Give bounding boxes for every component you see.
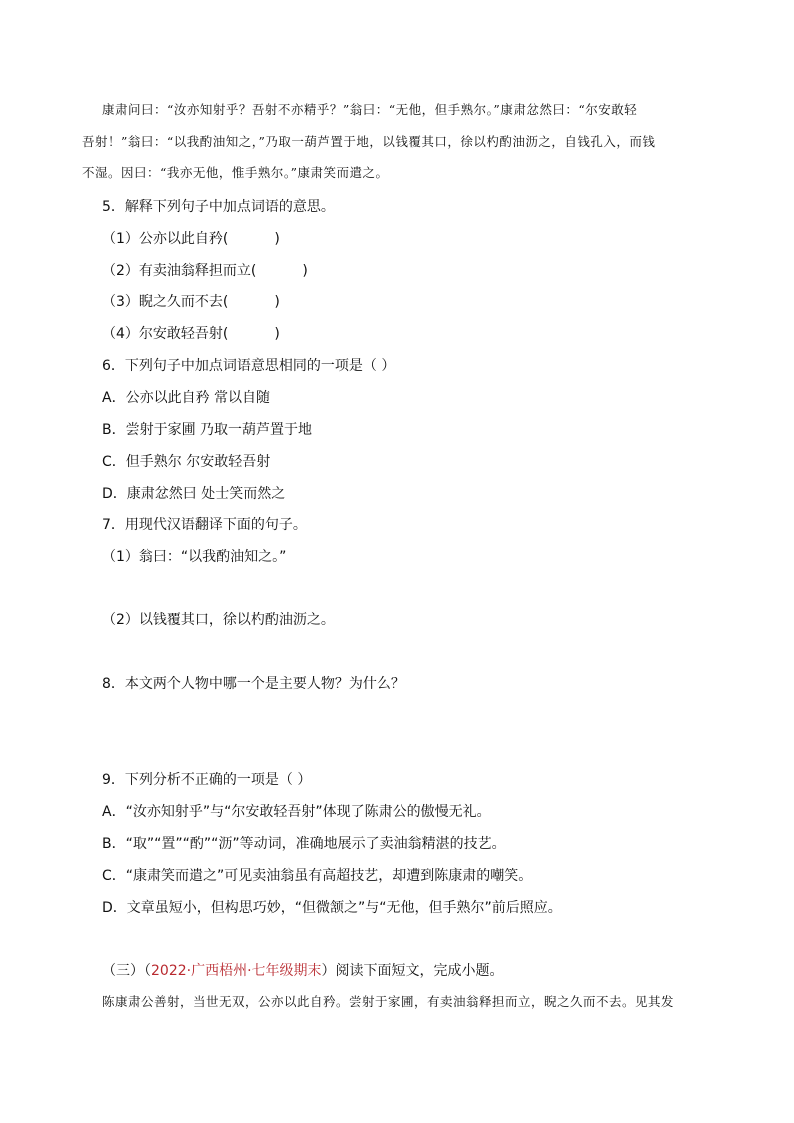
question-6-option-b[interactable]: B．尝射于家圃 乃取一葫芦置于地 [102, 422, 313, 438]
item-text: （4）尔安敢轻吾射( [102, 326, 229, 342]
question-9-option-b[interactable]: B．“取”“置”“酌”“沥”等动词，准确地展示了卖油翁精湛的技艺。 [102, 836, 506, 852]
item-text: （2）有卖油翁释担而立( [102, 263, 257, 279]
question-5-stem: 5．解释下列句子中加点词语的意思。 [102, 199, 335, 215]
passage-line: 康肃问曰：“汝亦知射乎？吾射不亦精乎？”翁曰：“无他，但手熟尔。”康肃忿然曰：“尔安敢轻 [102, 102, 638, 117]
question-9-option-c[interactable]: C．“康肃笑而遣之”可见卖油翁虽有高超技艺，却遭到陈康肃的嘲笑。 [102, 868, 533, 884]
question-7-item: （1）翁曰：“以我酌油知之。” [102, 549, 287, 565]
item-close: ) [302, 263, 308, 279]
item-close: ) [274, 326, 280, 342]
item-text: （3）睨之久而不去( [102, 294, 229, 310]
passage-line: 不湿。因曰：“我亦无他，惟手熟尔。”康肃笑而遣之。 [82, 165, 389, 180]
item-text: （1）公亦以此自矜( [102, 231, 229, 247]
question-5-item [102, 292, 280, 312]
question-6-stem: 6．下列句子中加点词语意思相同的一项是（ ） [102, 358, 396, 374]
section-3-passage-line: 陈康肃公善射，当世无双，公亦以此自矜。尝射于家圃，有卖油翁释担而立，睨之久而不去。见其发 [102, 994, 675, 1009]
question-6-option-d[interactable]: D．康肃忿然曰 处士笑而然之 [102, 486, 286, 502]
question-6-option-c[interactable]: C．但手熟尔 尔安敢轻吾射 [102, 454, 271, 470]
question-9-stem: 9．下列分析不正确的一项是（ ） [102, 772, 312, 788]
question-7-stem: 7．用现代汉语翻译下面的句子。 [102, 517, 307, 533]
question-8-stem: 8．本文两个人物中哪一个是主要人物？为什么？ [102, 676, 405, 692]
question-9-option-d[interactable]: D．文章虽短小，但构思巧妙，“但微颔之”与“无他，但手熟尔”前后照应。 [102, 900, 562, 916]
question-5-item [102, 261, 308, 281]
section-3-heading [102, 961, 504, 981]
item-close: ) [274, 294, 280, 310]
section-suffix: ）阅读下面短文，完成小题。 [321, 963, 504, 979]
question-6-option-a[interactable]: A．公亦以此自矜 常以自随 [102, 390, 271, 406]
question-5-item [102, 324, 280, 344]
question-5-item [102, 229, 280, 249]
question-7-item: （2）以钱覆其口，徐以杓酌油沥之。 [102, 612, 335, 628]
section-prefix: （三）（ [102, 963, 151, 979]
source-tag: 2022·广西梧州·七年级期末 [151, 963, 322, 979]
question-9-option-a[interactable]: A．“汝亦知射乎”与“尔安敢轻吾射”体现了陈肃公的傲慢无礼。 [102, 804, 491, 820]
item-close: ) [274, 231, 280, 247]
passage-line: 吾射！”翁曰：“以我酌油知之，”乃取一葫芦置于地，以钱覆其口，徐以杓酌油沥之，自钱孔入，而钱 [82, 134, 656, 149]
